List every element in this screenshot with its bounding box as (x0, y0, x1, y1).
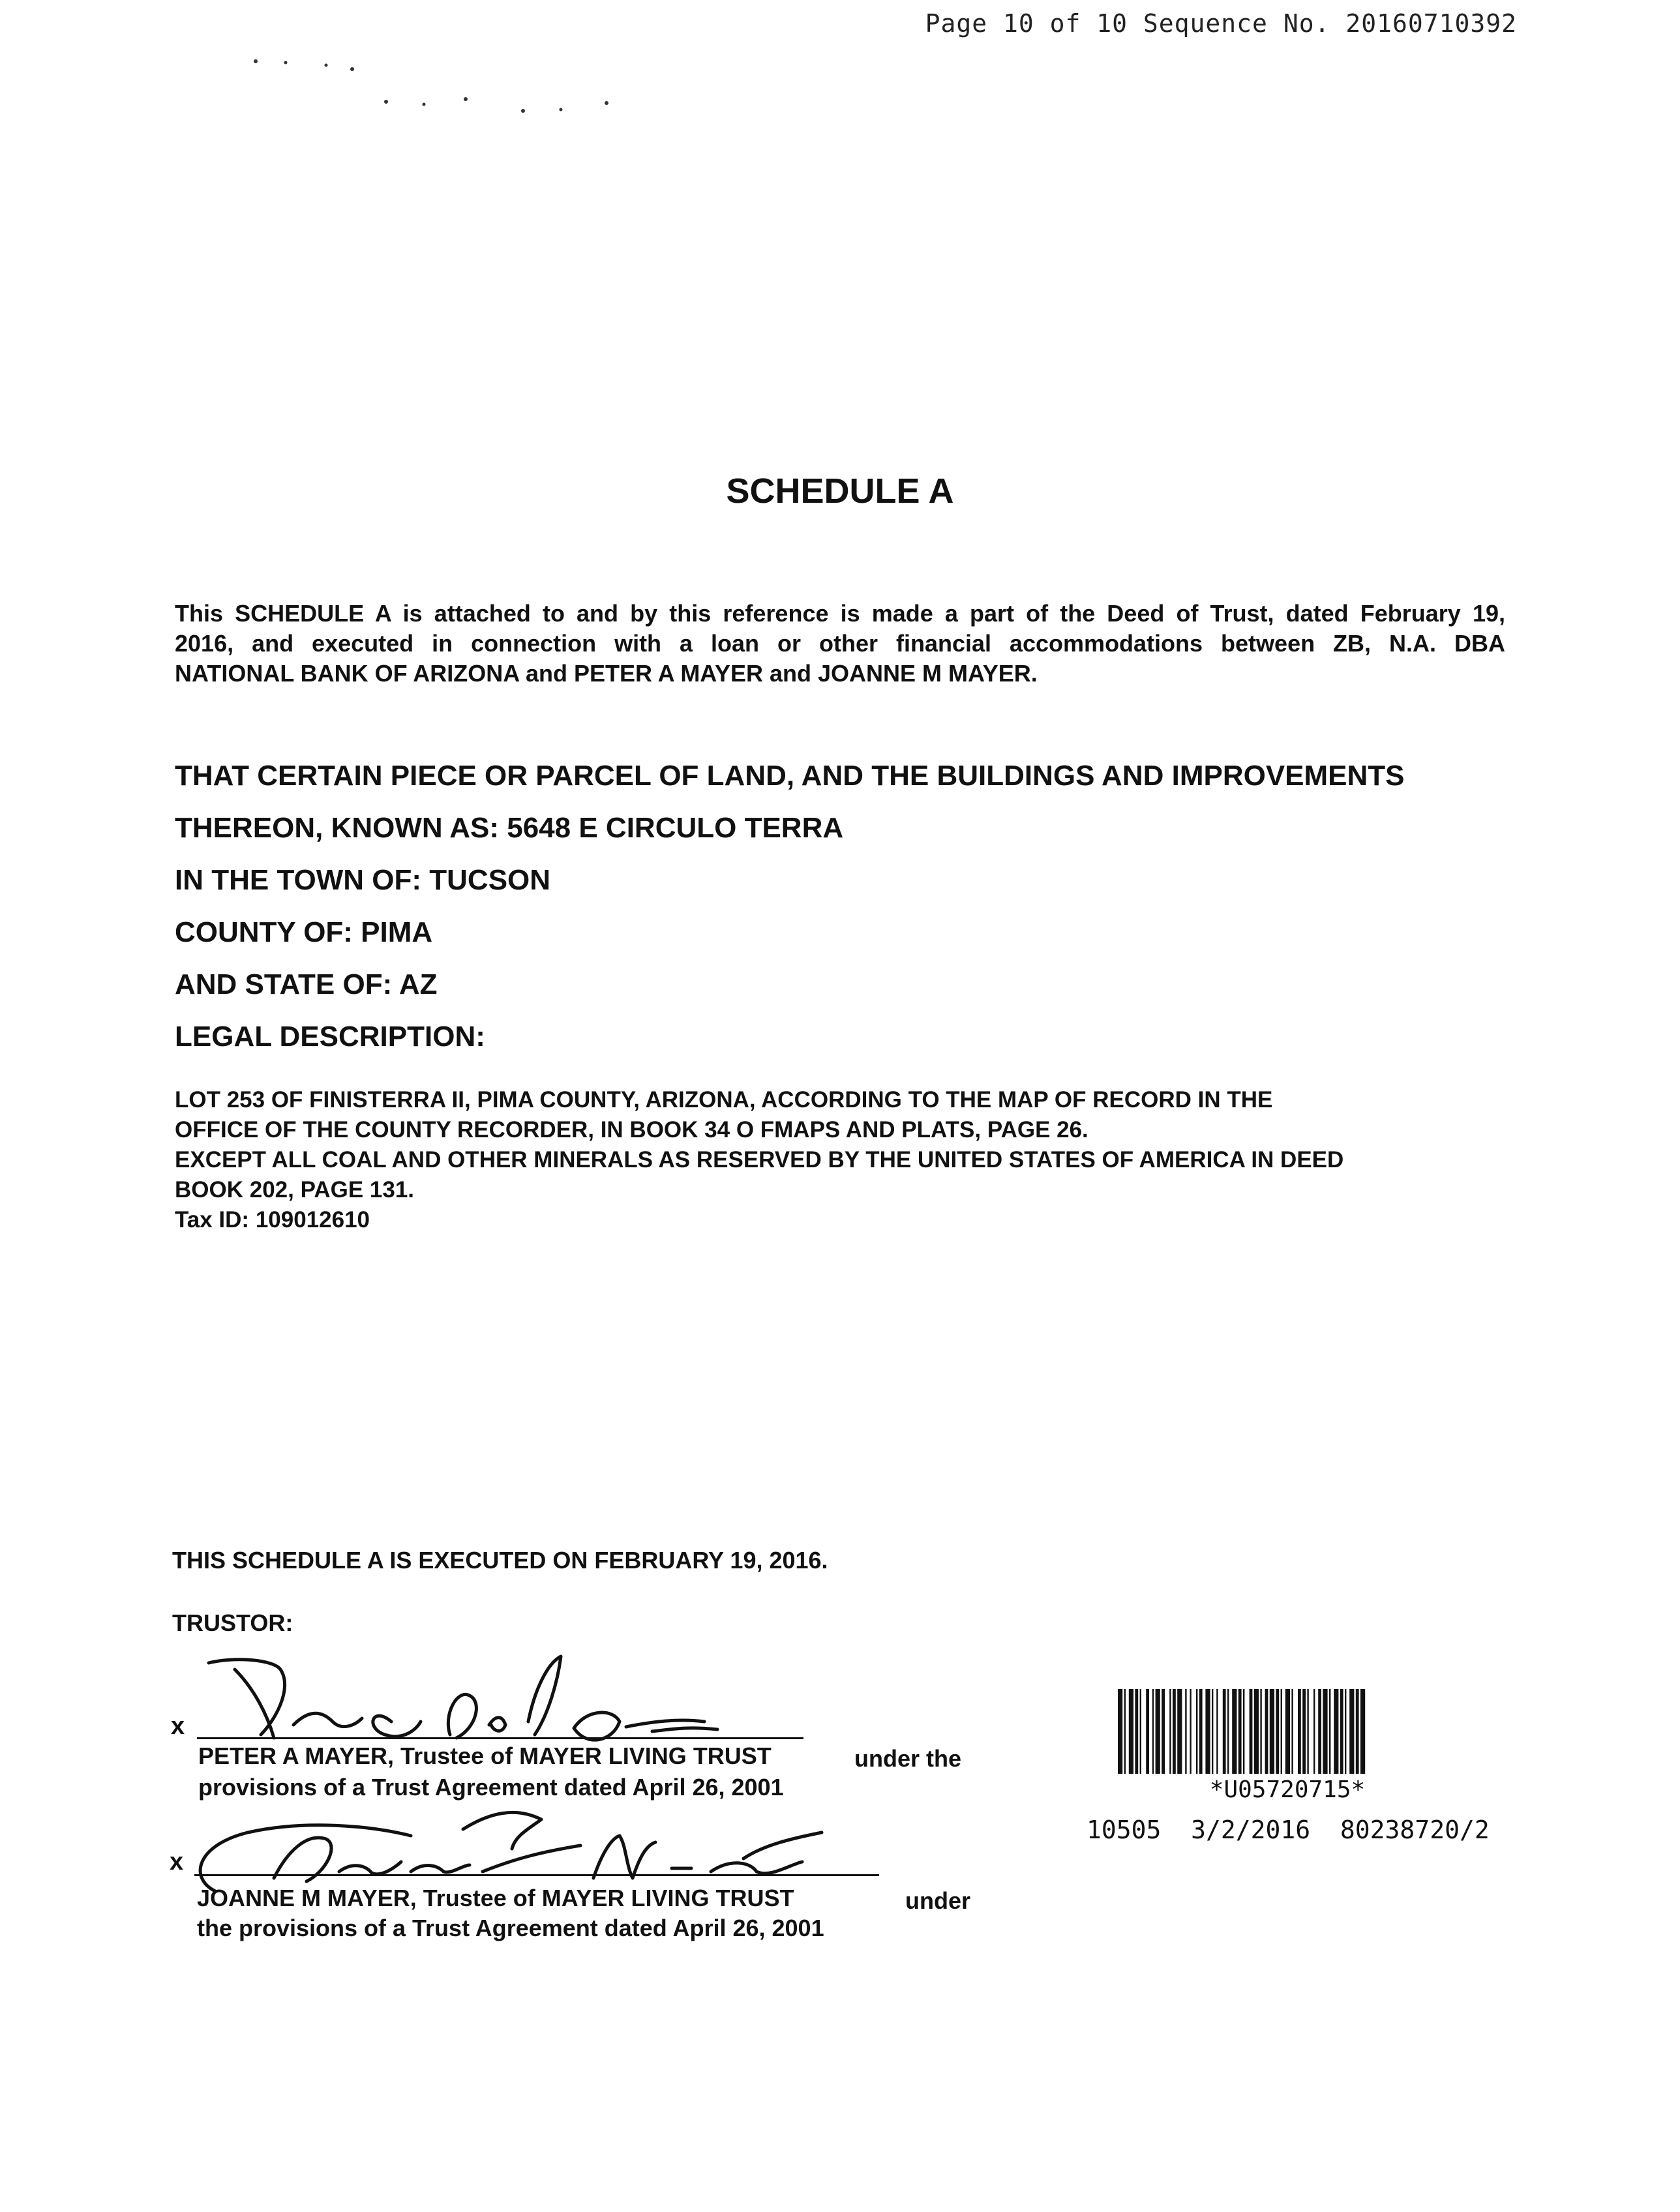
barcode-bar (1329, 1689, 1330, 1774)
barcode-bar (1356, 1689, 1359, 1774)
barcode-bar (1360, 1689, 1365, 1774)
barcode-bar (1281, 1689, 1282, 1774)
barcode-bar (1196, 1689, 1197, 1774)
legal-line: EXCEPT ALL COAL AND OTHER MINERALS AS RESERVED BY THE UNITED STATES OF AMERICA IN DEED (175, 1147, 1344, 1173)
signer-name-line: PETER A MAYER, Trustee of MAYER LIVING TRUST (198, 1742, 772, 1769)
execution-statement: THIS SCHEDULE A IS EXECUTED ON FEBRUARY 19, 2016. (172, 1547, 828, 1574)
barcode-bar (1265, 1689, 1268, 1774)
signer-name-line: JOANNE M MAYER, Trustee of MAYER LIVING TRUST (197, 1885, 794, 1911)
barcode-bar (1318, 1689, 1321, 1774)
page-sequence-header: Page 10 of 10 Sequence No. 20160710392 (925, 9, 1517, 38)
intro-line: 2016, and executed in connection with a loan or other financial accommodations between ZB, N.A. DBA (175, 630, 1505, 657)
intro-paragraph (175, 599, 1505, 689)
barcode-bar (1173, 1689, 1176, 1774)
parcel-state: AND STATE OF: AZ (175, 968, 438, 1000)
signer-under: under (905, 1887, 971, 1914)
barcode-bar (1140, 1689, 1141, 1774)
barcode-bar (1152, 1689, 1154, 1774)
legal-heading: LEGAL DESCRIPTION: (175, 1021, 485, 1053)
barcode-bar (1243, 1689, 1244, 1774)
barcode-bar (1212, 1689, 1213, 1774)
barcode-bar (1302, 1689, 1306, 1774)
recording-stamp: 10505 3/2/2016 80238720/2 (1087, 1816, 1490, 1844)
legal-line: LOT 253 OF FINISTERRA II, PIMA COUNTY, ARIZONA, ACCORDING TO THE MAP OF RECORD IN THE (175, 1087, 1273, 1113)
recording-barcode (1118, 1689, 1457, 1803)
barcode-bar (1129, 1689, 1133, 1774)
signature-mark: x (171, 1712, 185, 1740)
signer-under: under the (854, 1745, 962, 1772)
document-title: SCHEDULE A (726, 471, 954, 511)
barcode-code: *U05720715* (1209, 1776, 1366, 1803)
barcode-bar (1323, 1689, 1327, 1774)
barcode-bar (1313, 1689, 1315, 1774)
barcode-bar (1285, 1689, 1290, 1774)
barcode-bar (1232, 1689, 1237, 1774)
barcode-bar (1135, 1689, 1138, 1774)
parcel-line: THAT CERTAIN PIECE OR PARCEL OF LAND, AND THE BUILDINGS AND IMPROVEMENTS (175, 760, 1405, 792)
intro-line: This SCHEDULE A is attached to and by this reference is made a part of the Deed of Trust, dated February 19, (175, 600, 1505, 627)
parcel-line: THEREON, KNOWN AS: 5648 E CIRCULO TERRA (175, 812, 844, 844)
barcode-bar (1118, 1689, 1122, 1774)
barcode-bar (1124, 1689, 1126, 1774)
legal-line: BOOK 202, PAGE 131. (175, 1177, 415, 1203)
legal-description (175, 1085, 1505, 1235)
barcode-bar (1349, 1689, 1354, 1774)
barcode-bar (1205, 1689, 1210, 1774)
barcode-bar (1270, 1689, 1274, 1774)
signer-provisions: provisions of a Trust Agreement dated April 26, 2001 (198, 1774, 784, 1801)
barcode-bar (1190, 1689, 1191, 1774)
trustor-label: TRUSTOR: (172, 1609, 293, 1636)
barcode-bar (1250, 1689, 1253, 1774)
barcode-bars (1118, 1689, 1457, 1774)
barcode-bar (1307, 1689, 1308, 1774)
barcode-bar (1199, 1689, 1203, 1774)
scan-specks (248, 52, 613, 130)
barcode-bar (1276, 1689, 1279, 1774)
barcode-bar (1146, 1689, 1149, 1774)
signature-peter-mayer (196, 1650, 822, 1748)
barcode-bar (1185, 1689, 1186, 1774)
signature-mark: x (170, 1848, 184, 1876)
barcode-bar (1254, 1689, 1259, 1774)
barcode-bar (1227, 1689, 1229, 1774)
barcode-bar (1162, 1689, 1165, 1774)
barcode-bar (1291, 1689, 1293, 1774)
barcode-bar (1340, 1689, 1343, 1774)
tax-id: Tax ID: 109012610 (175, 1207, 370, 1233)
barcode-bar (1223, 1689, 1226, 1774)
barcode-bar (1298, 1689, 1301, 1774)
legal-line: OFFICE OF THE COUNTY RECORDER, IN BOOK 34 O FMAPS AND PLATS, PAGE 26. (175, 1117, 1088, 1143)
barcode-bar (1238, 1689, 1242, 1774)
barcode-bar (1177, 1689, 1182, 1774)
intro-line: NATIONAL BANK OF ARIZONA and PETER A MAYER and JOANNE M MAYER. (175, 660, 1038, 687)
barcode-bar (1260, 1689, 1261, 1774)
barcode-bar (1334, 1689, 1338, 1774)
barcode-bar (1216, 1689, 1218, 1774)
barcode-bar (1156, 1689, 1160, 1774)
parcel-town: IN THE TOWN OF: TUCSON (175, 864, 551, 896)
barcode-bar (1169, 1689, 1171, 1774)
signer-provisions: the provisions of a Trust Agreement dated April 26, 2001 (197, 1915, 824, 1941)
parcel-description (175, 750, 1405, 1063)
barcode-bar (1345, 1689, 1346, 1774)
parcel-county: COUNTY OF: PIMA (175, 916, 433, 948)
